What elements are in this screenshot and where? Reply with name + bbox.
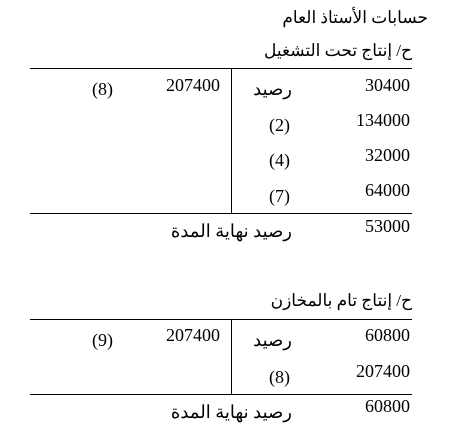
debit-amount: 134000 bbox=[356, 110, 410, 130]
credit-label: (8) bbox=[92, 79, 113, 99]
closing-balance-label: رصيد نهاية المدة bbox=[170, 221, 292, 241]
credit-amount: 207400 bbox=[166, 325, 220, 345]
closing-balance-label: رصيد نهاية المدة bbox=[170, 402, 292, 422]
credit-amount: 207400 bbox=[166, 75, 220, 95]
debit-amount: 64000 bbox=[365, 180, 410, 200]
credit-label: (9) bbox=[92, 330, 113, 350]
account-center-divider bbox=[231, 68, 232, 213]
page-heading: حسابات الأستاذ العام bbox=[282, 8, 428, 27]
account-title: ح/ إنتاج تحت التشغيل bbox=[264, 41, 412, 60]
debit-amount: 60800 bbox=[365, 325, 410, 345]
debit-label: (8) bbox=[269, 367, 290, 387]
debit-label: رصيد bbox=[253, 330, 292, 350]
account-center-divider bbox=[231, 319, 232, 394]
account-bottom-rule bbox=[30, 213, 412, 214]
closing-balance-amount: 53000 bbox=[365, 216, 410, 236]
account-bottom-rule bbox=[30, 394, 412, 395]
account-top-rule bbox=[30, 68, 412, 69]
closing-balance-amount: 60800 bbox=[365, 396, 410, 416]
account-title: ح/ إنتاج تام بالمخازن bbox=[270, 291, 412, 310]
debit-amount: 32000 bbox=[365, 145, 410, 165]
debit-label: (2) bbox=[269, 115, 290, 135]
debit-amount: 30400 bbox=[365, 75, 410, 95]
debit-label: (7) bbox=[269, 186, 290, 206]
debit-amount: 207400 bbox=[356, 361, 410, 381]
debit-label: (4) bbox=[269, 150, 290, 170]
debit-label: رصيد bbox=[253, 79, 292, 99]
account-top-rule bbox=[30, 319, 412, 320]
